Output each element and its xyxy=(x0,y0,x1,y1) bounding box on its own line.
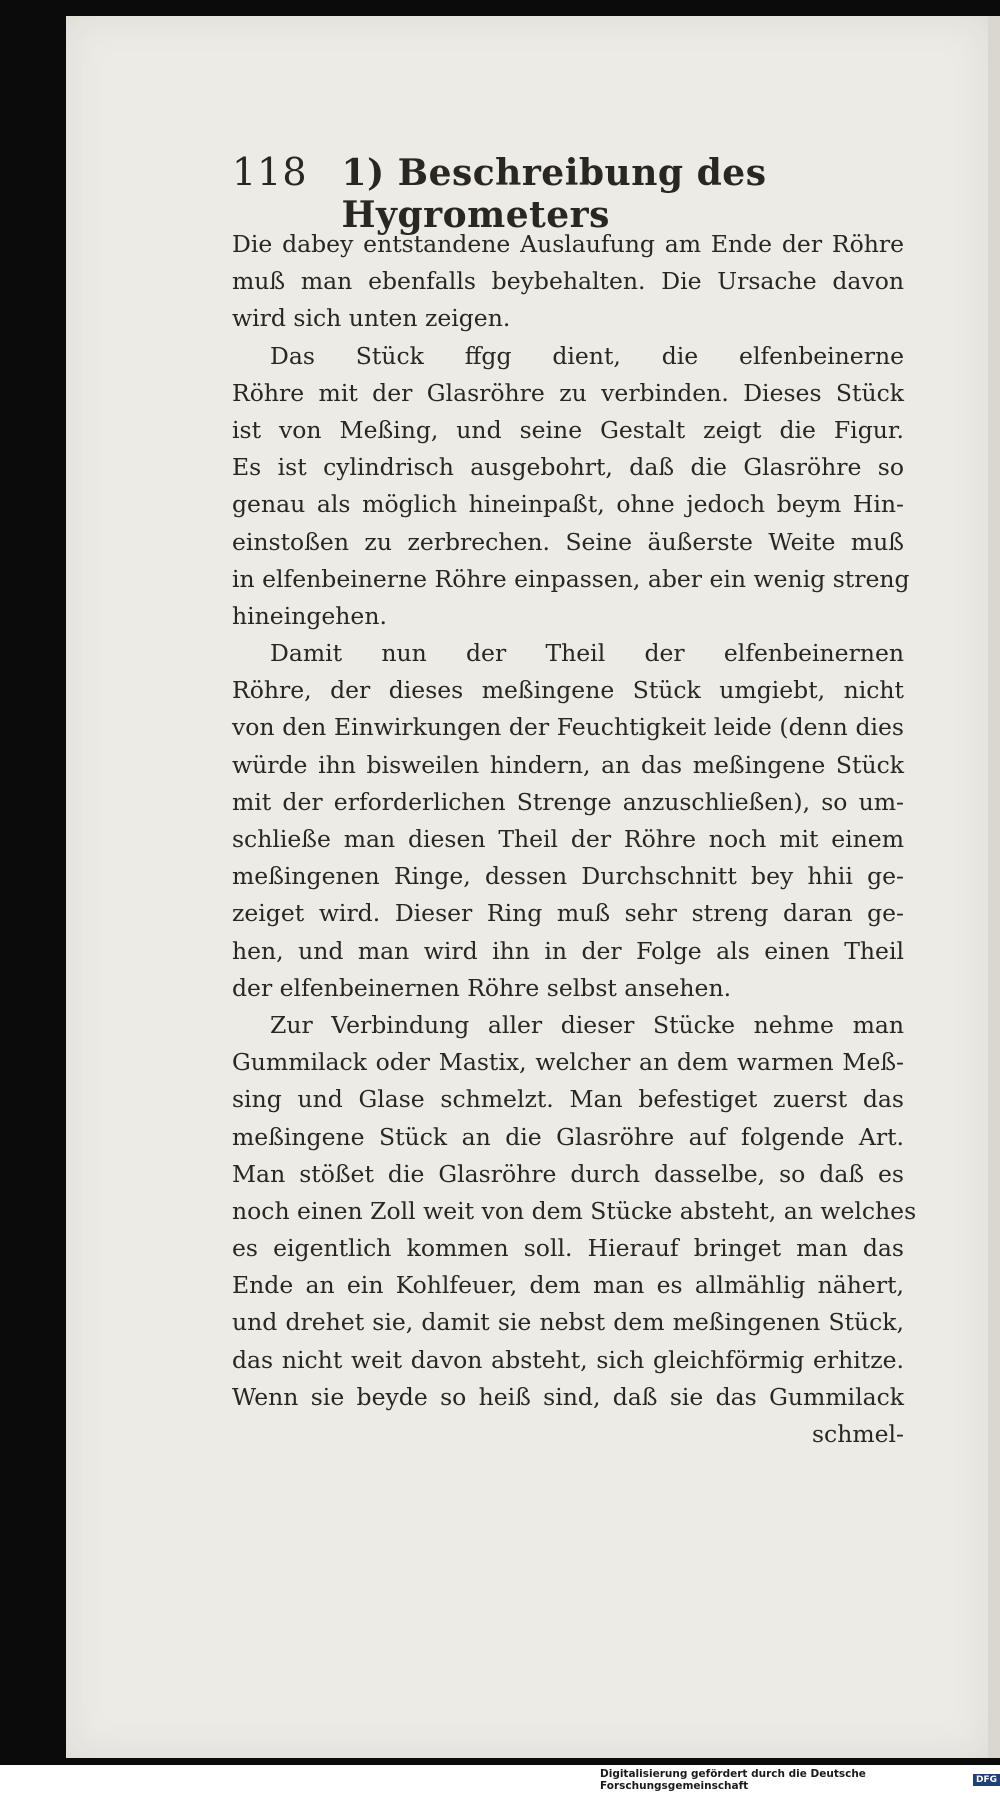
catchword: schmel- xyxy=(811,1420,904,1448)
credit-text: Digitalisierung gefördert durch die Deutsche Forschungsgemeinschaft xyxy=(600,1768,866,1792)
text-line: Das Stück ffgg dient, die elfenbeinerne xyxy=(270,341,904,370)
text-line: Es ist cylindrisch ausgebohrt, daß die Glasröhre so xyxy=(232,453,904,482)
text-line: muß man ebenfalls beybehalten. Die Ursache davon xyxy=(232,267,904,296)
text-line: meßingenen Ringe, dessen Durchschnitt bey hhii ge- xyxy=(232,862,904,891)
text-line: hineingehen. xyxy=(232,601,387,630)
text-line: Wenn sie beyde so heiß sind, daß sie das Gummilack xyxy=(232,1382,904,1411)
text-line: Man stößet die Glasröhre durch dasselbe, so daß es xyxy=(232,1159,904,1188)
dfg-logo: DFG xyxy=(973,1774,1000,1786)
text-line: es eigentlich kommen soll. Hierauf bringet man das xyxy=(232,1234,904,1263)
body-text xyxy=(232,226,917,1453)
text-line: genau als möglich hineinpaßt, ohne jedoch beym Hin- xyxy=(232,490,904,519)
text-line: Ende an ein Kohlfeuer, dem man es allmählig nähert, xyxy=(232,1271,904,1300)
text-line: in elfenbeinerne Röhre einpassen, aber ein wenig streng xyxy=(232,564,910,593)
text-line: schließe man diesen Theil der Röhre noch mit einem xyxy=(232,825,904,853)
running-header xyxy=(232,150,892,236)
text-line: Zur Verbindung aller dieser Stücke nehme man xyxy=(270,1010,904,1039)
text-line: einstoßen zu zerbrechen. Seine äußerste Weite muß xyxy=(232,527,904,556)
text-line: Gummilack oder Mastix, welcher an dem warmen Meß- xyxy=(232,1048,904,1077)
text-line: und drehet sie, damit sie nebst dem meßingenen Stück, xyxy=(232,1308,904,1337)
text-line: wird sich unten zeigen. xyxy=(232,304,511,333)
text-line: Röhre, der dieses meßingene Stück umgiebt, nicht xyxy=(232,676,904,705)
running-title: 1) Beschreibung des Hygrometers xyxy=(341,152,767,236)
text-line: Damit nun der Theil der elfenbeinernen xyxy=(270,639,904,668)
text-line: würde ihn bisweilen hindern, an das meßingene Stück xyxy=(232,750,904,779)
text-line: zeiget wird. Dieser Ring muß sehr streng daran ge- xyxy=(232,899,904,928)
text-line: der elfenbeinernen Röhre selbst ansehen. xyxy=(232,973,732,1002)
text-line: meßingene Stück an die Glasröhre auf folgende Art. xyxy=(232,1122,904,1151)
text-line: Röhre mit der Glasröhre zu verbinden. Dieses Stück xyxy=(232,378,904,407)
text-line: mit der erforderlichen Strenge anzuschließen), so um- xyxy=(232,787,904,816)
text-line: das nicht weit davon absteht, sich gleichförmig erhitze. xyxy=(232,1345,904,1374)
text-line: hen, und man wird ihn in der Folge als einen Theil xyxy=(232,936,904,965)
page-number: 118 xyxy=(232,150,308,194)
text-line: von den Einwirkungen der Feuchtigkeit leide (denn dies xyxy=(232,713,904,742)
text-line: sing und Glase schmelzt. Man befestiget zuerst das xyxy=(232,1085,904,1114)
page-edge xyxy=(988,16,1000,1758)
text-line: Die dabey entstandene Auslaufung am Ende der Röhre xyxy=(232,230,904,258)
text-line: noch einen Zoll weit von dem Stücke absteht, an welches xyxy=(232,1196,917,1225)
digitization-credit xyxy=(600,1770,1000,1790)
text-line: ist von Meßing, und seine Gestalt zeigt die Figur. xyxy=(232,415,904,444)
